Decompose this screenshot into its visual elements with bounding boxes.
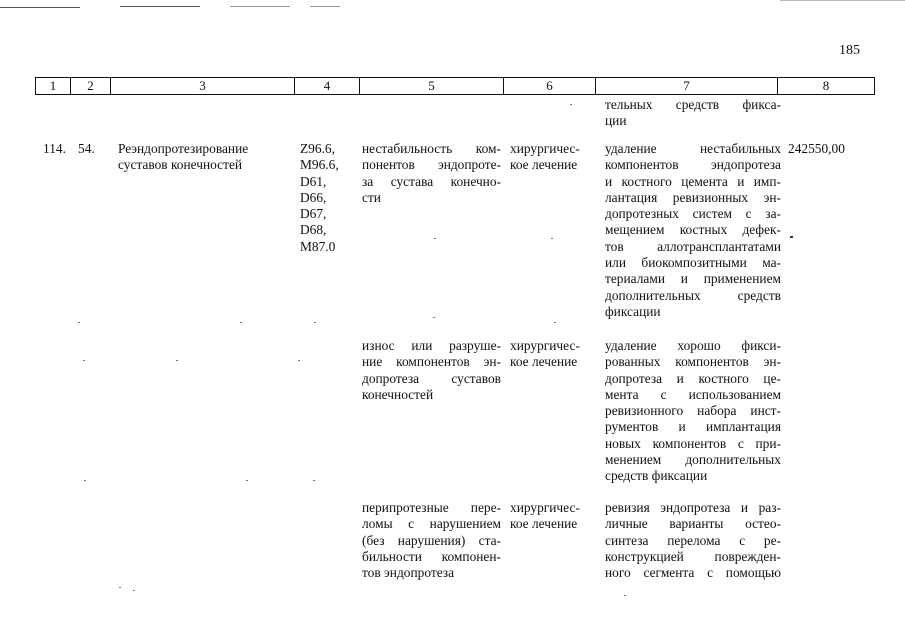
scan-speck	[434, 238, 436, 239]
method-cell	[605, 500, 781, 581]
table-header-row	[35, 77, 875, 95]
text-line: ции	[605, 113, 627, 129]
text-line: конструкцией поврежден-	[605, 548, 781, 564]
scan-speck	[240, 322, 242, 323]
text-line: D68,	[300, 222, 327, 238]
text-line: ревизия эндопротеза и раз-	[605, 500, 781, 515]
text-line: удаление нестабильных	[605, 141, 781, 156]
scan-speck	[313, 480, 315, 481]
text-line: суставов конечностей	[118, 157, 243, 173]
text-line: тов аллотрансплантатами	[605, 238, 781, 254]
text-line: Реэндопротезирование	[118, 141, 249, 156]
text-line: D66,	[300, 189, 327, 205]
text-line: фиксации	[605, 303, 661, 319]
text-line: и костного цемента и имп-	[605, 173, 781, 189]
text-line: тов эндопротеза	[362, 565, 455, 581]
text-line: понентов эндопроте-	[362, 157, 501, 173]
text-line: мещением костных дефек-	[605, 222, 781, 238]
text-line: лантация ревизионных эн-	[605, 189, 781, 205]
text-line: допротеза суставов	[362, 370, 501, 386]
text-line: Z96.6,	[300, 141, 335, 156]
treatment-type-cell	[510, 141, 593, 174]
header-cell: 8	[822, 78, 830, 93]
text-line: конечностей	[362, 386, 434, 402]
header-cell: 7	[596, 78, 778, 94]
text-line: нестабильность ком-	[362, 141, 501, 156]
header-cell: 1	[36, 78, 71, 94]
diagnosis-cell	[362, 500, 501, 581]
scan-speck	[790, 236, 793, 238]
procedure-name-cell	[118, 141, 248, 174]
text-line: кое лечение	[510, 157, 578, 173]
scan-speck	[133, 590, 135, 591]
text-line: средств фиксации	[605, 468, 708, 484]
text-line: ние компонентов эн-	[362, 354, 501, 370]
text-line: менением дополнительных	[605, 452, 781, 468]
text-line: (без нарушения) ста-	[362, 532, 501, 548]
text-line: синтеза перелома с ре-	[605, 532, 781, 548]
text-line: сти	[362, 189, 381, 205]
text-line: D67,	[300, 206, 327, 222]
continued-method-cell	[605, 97, 781, 130]
text-line: хирургичес-	[510, 338, 580, 353]
scan-speck	[246, 480, 248, 481]
scan-artifact-line	[120, 6, 200, 7]
text-line: перипротезные пере-	[362, 500, 501, 515]
header-cell: 5	[360, 78, 504, 94]
scan-speck	[624, 595, 626, 596]
price-cell: 242550,00	[788, 141, 845, 156]
text-line: удаление хорошо фикси-	[605, 338, 781, 353]
text-line: D61,	[300, 173, 327, 189]
scan-speck	[433, 317, 435, 318]
page-number: 185	[839, 43, 860, 58]
text-line: рументов и имплантация	[605, 419, 781, 435]
text-line: допротезных систем с за-	[605, 206, 781, 222]
treatment-type-cell	[510, 500, 593, 533]
header-cell: 2	[71, 78, 111, 94]
text-line: ревизионного набора инст-	[605, 403, 781, 419]
scan-speck	[551, 238, 553, 239]
text-line: за сустава конечно-	[362, 173, 501, 189]
scan-speck	[554, 322, 556, 323]
group-number: 54.	[78, 141, 95, 156]
header-cell: 3	[111, 78, 295, 94]
text-line: компонентов эндопротеза	[605, 157, 781, 173]
scan-artifact-line	[310, 6, 340, 7]
diagnosis-cell	[362, 141, 501, 206]
text-line: териалами и применением	[605, 271, 781, 287]
text-line: кое лечение	[510, 354, 578, 370]
header-cell: 6	[504, 78, 596, 94]
scan-artifact-line	[780, 0, 905, 1]
text-line: дополнительных средств	[605, 287, 781, 303]
text-line: допротеза и костного це-	[605, 370, 781, 386]
text-line: рованных компонентов эн-	[605, 354, 781, 370]
text-line: новых компонентов с при-	[605, 435, 781, 451]
scan-speck	[84, 480, 86, 481]
text-line: износ или разруше-	[362, 338, 501, 353]
treatment-type-cell	[510, 338, 593, 371]
scan-speck	[83, 360, 85, 361]
text-line: мента с использованием	[605, 386, 781, 402]
text-line: ного сегмента с помощью	[605, 565, 781, 581]
text-line: ломы с нарушением	[362, 516, 501, 532]
scan-speck	[119, 587, 121, 588]
header-cell: 4	[295, 78, 360, 94]
scan-artifact-line	[0, 7, 80, 8]
scan-speck	[176, 360, 178, 361]
scan-speck	[314, 322, 316, 323]
text-line: или биокомпозитными ма-	[605, 255, 781, 271]
scan-speck	[570, 104, 572, 105]
diagnosis-cell	[362, 338, 501, 403]
icd-codes-cell	[300, 141, 339, 255]
text-line: тельных средств фикса-	[605, 97, 781, 112]
text-line: кое лечение	[510, 516, 578, 532]
scan-speck	[78, 322, 80, 323]
method-cell	[605, 338, 781, 485]
text-line: хирургичес-	[510, 500, 580, 515]
scan-artifact-line	[230, 6, 290, 7]
text-line: личные варианты остео-	[605, 516, 781, 532]
scan-speck	[298, 360, 300, 361]
text-line: хирургичес-	[510, 141, 580, 156]
text-line: M87.0	[300, 238, 336, 254]
text-line: M96.6,	[300, 157, 339, 173]
row-number: 114.	[43, 141, 66, 156]
method-cell	[605, 141, 781, 320]
text-line: бильности компонен-	[362, 548, 501, 564]
